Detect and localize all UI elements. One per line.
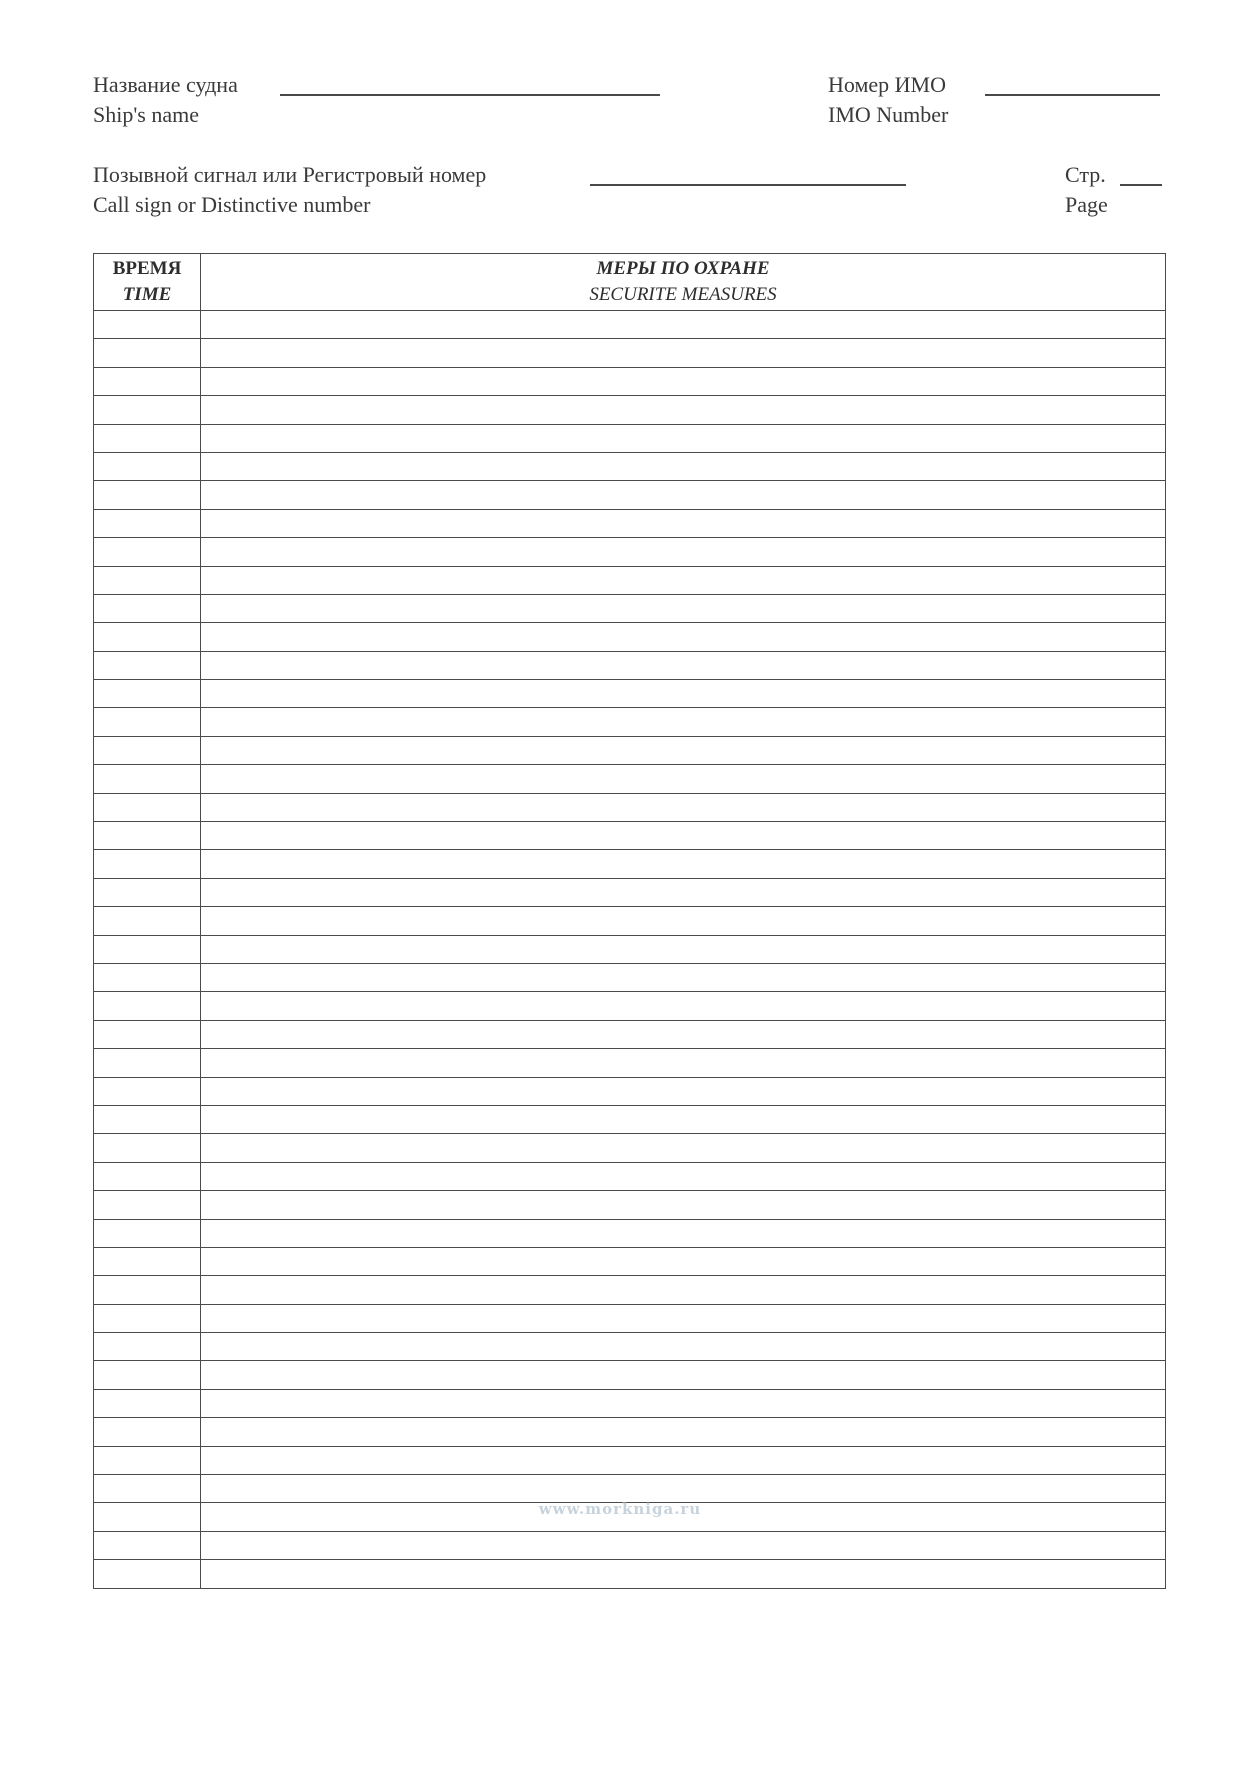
table-row [94,1219,1166,1247]
time-cell[interactable] [94,651,201,679]
time-cell[interactable] [94,1531,201,1559]
measures-cell[interactable] [201,1333,1166,1361]
table-row [94,1333,1166,1361]
call-sign-label-en: Call sign or Distinctive number [93,192,371,217]
call-sign-label-ru: Позывной сигнал или Регистровый номер [93,162,487,187]
security-measures-log-table [93,253,1166,1589]
time-header-ru: ВРЕМЯ [112,258,182,279]
watermark: www.morkniga.ru [538,1500,702,1518]
measures-cell[interactable] [201,1191,1166,1219]
measures-cell[interactable] [201,850,1166,878]
time-cell[interactable] [94,935,201,963]
time-cell[interactable] [94,1191,201,1219]
time-cell[interactable] [94,538,201,566]
table-row [94,311,1166,339]
measures-cell[interactable] [201,935,1166,963]
time-cell[interactable] [94,1077,201,1105]
measures-cell[interactable] [201,963,1166,991]
table-row [94,1247,1166,1275]
time-cell[interactable] [94,1049,201,1077]
ship-name-label-en: Ship's name [93,102,200,127]
measures-cell[interactable] [201,1446,1166,1474]
time-cell[interactable] [94,1105,201,1133]
measures-cell[interactable] [201,566,1166,594]
time-cell[interactable] [94,963,201,991]
table-row [94,992,1166,1020]
time-column-header [94,254,201,311]
time-cell[interactable] [94,1247,201,1275]
time-cell[interactable] [94,566,201,594]
time-cell[interactable] [94,1389,201,1417]
measures-cell[interactable] [201,822,1166,850]
time-cell[interactable] [94,1276,201,1304]
time-cell[interactable] [94,680,201,708]
measures-cell[interactable] [201,1418,1166,1446]
measures-cell[interactable] [201,708,1166,736]
measures-cell[interactable] [201,878,1166,906]
table-row [94,1531,1166,1559]
time-cell[interactable] [94,793,201,821]
time-cell[interactable] [94,1134,201,1162]
table-row [94,850,1166,878]
time-cell[interactable] [94,481,201,509]
page-number-label-ru: Стр. [1065,162,1106,187]
measures-cell[interactable] [201,1475,1166,1503]
measures-cell[interactable] [201,1105,1166,1133]
table-row [94,509,1166,537]
measures-cell[interactable] [201,339,1166,367]
table-header-row [94,254,1166,311]
table-row [94,623,1166,651]
imo-number-label-en: IMO Number [828,102,949,127]
time-cell[interactable] [94,1446,201,1474]
table-row [94,935,1166,963]
measures-cell[interactable] [201,452,1166,480]
time-cell[interactable] [94,509,201,537]
time-cell[interactable] [94,1333,201,1361]
time-cell[interactable] [94,765,201,793]
page-number-label-en: Page [1065,192,1108,217]
measures-cell[interactable] [201,1247,1166,1275]
table-row [94,594,1166,622]
time-cell[interactable] [94,311,201,339]
table-row [94,736,1166,764]
measures-cell[interactable] [201,907,1166,935]
time-cell[interactable] [94,907,201,935]
call-sign-label [93,160,486,220]
measures-header-ru: МЕРЫ ПО ОХРАНЕ [596,258,770,279]
table-row [94,339,1166,367]
table-row [94,822,1166,850]
time-cell[interactable] [94,367,201,395]
measures-cell[interactable] [201,396,1166,424]
measures-cell[interactable] [201,1276,1166,1304]
table-row [94,1304,1166,1332]
time-cell[interactable] [94,878,201,906]
time-cell[interactable] [94,1304,201,1332]
table-row [94,708,1166,736]
table-row [94,424,1166,452]
measures-cell[interactable] [201,651,1166,679]
measures-cell[interactable] [201,1020,1166,1048]
time-cell[interactable] [94,339,201,367]
table-row [94,680,1166,708]
table-row [94,963,1166,991]
time-cell[interactable] [94,1219,201,1247]
table-row [94,452,1166,480]
measures-cell[interactable] [201,765,1166,793]
table-row [94,1134,1166,1162]
time-cell[interactable] [94,992,201,1020]
measures-cell[interactable] [201,1162,1166,1190]
measures-header-en: SECURITE MEASURES [589,284,777,305]
table-row [94,1105,1166,1133]
table-row [94,538,1166,566]
measures-cell[interactable] [201,1049,1166,1077]
measures-cell[interactable] [201,1389,1166,1417]
table-row [94,765,1166,793]
measures-column-header [201,254,1166,311]
measures-cell[interactable] [201,509,1166,537]
time-cell[interactable] [94,850,201,878]
measures-cell[interactable] [201,594,1166,622]
call-sign-field[interactable] [590,184,906,186]
measures-cell[interactable] [201,367,1166,395]
table-row [94,481,1166,509]
log-table-body [94,311,1166,1589]
table-row [94,1418,1166,1446]
time-cell[interactable] [94,1418,201,1446]
time-header-en: TIME [122,284,172,305]
table-row [94,1049,1166,1077]
ship-name-field[interactable] [280,94,660,96]
measures-cell[interactable] [201,623,1166,651]
time-cell[interactable] [94,1560,201,1588]
table-row [94,793,1166,821]
measures-cell[interactable] [201,481,1166,509]
measures-cell[interactable] [201,1219,1166,1247]
time-cell[interactable] [94,1475,201,1503]
table-row [94,367,1166,395]
table-row [94,1020,1166,1048]
measures-cell[interactable] [201,1560,1166,1588]
measures-cell[interactable] [201,992,1166,1020]
page-number-field[interactable] [1120,184,1162,186]
measures-cell[interactable] [201,680,1166,708]
table-row [94,396,1166,424]
table-row [94,651,1166,679]
table-row [94,1475,1166,1503]
measures-cell[interactable] [201,1361,1166,1389]
table-row [94,1077,1166,1105]
table-row [94,1276,1166,1304]
time-cell[interactable] [94,1503,201,1531]
measures-cell[interactable] [201,736,1166,764]
time-cell[interactable] [94,1162,201,1190]
table-row [94,907,1166,935]
table-row [94,1560,1166,1588]
table-row [94,1162,1166,1190]
imo-number-field[interactable] [985,94,1160,96]
measures-cell[interactable] [201,538,1166,566]
time-cell[interactable] [94,594,201,622]
measures-cell[interactable] [201,1077,1166,1105]
time-cell[interactable] [94,1020,201,1048]
measures-cell[interactable] [201,793,1166,821]
table-row [94,1191,1166,1219]
imo-number-label [828,70,948,130]
time-cell[interactable] [94,623,201,651]
measures-cell[interactable] [201,311,1166,339]
table-row [94,1361,1166,1389]
table-row [94,878,1166,906]
ship-name-label [93,70,238,130]
table-row [94,1389,1166,1417]
table-row [94,1446,1166,1474]
time-cell[interactable] [94,736,201,764]
imo-number-label-ru: Номер ИМО [828,72,946,97]
ship-name-label-ru: Название судна [93,72,238,97]
time-cell[interactable] [94,1361,201,1389]
measures-cell[interactable] [201,1134,1166,1162]
time-cell[interactable] [94,452,201,480]
time-cell[interactable] [94,708,201,736]
time-cell[interactable] [94,424,201,452]
table-row [94,566,1166,594]
time-cell[interactable] [94,396,201,424]
measures-cell[interactable] [201,1304,1166,1332]
measures-cell[interactable] [201,424,1166,452]
measures-cell[interactable] [201,1531,1166,1559]
time-cell[interactable] [94,822,201,850]
page-number-label [1065,160,1108,220]
